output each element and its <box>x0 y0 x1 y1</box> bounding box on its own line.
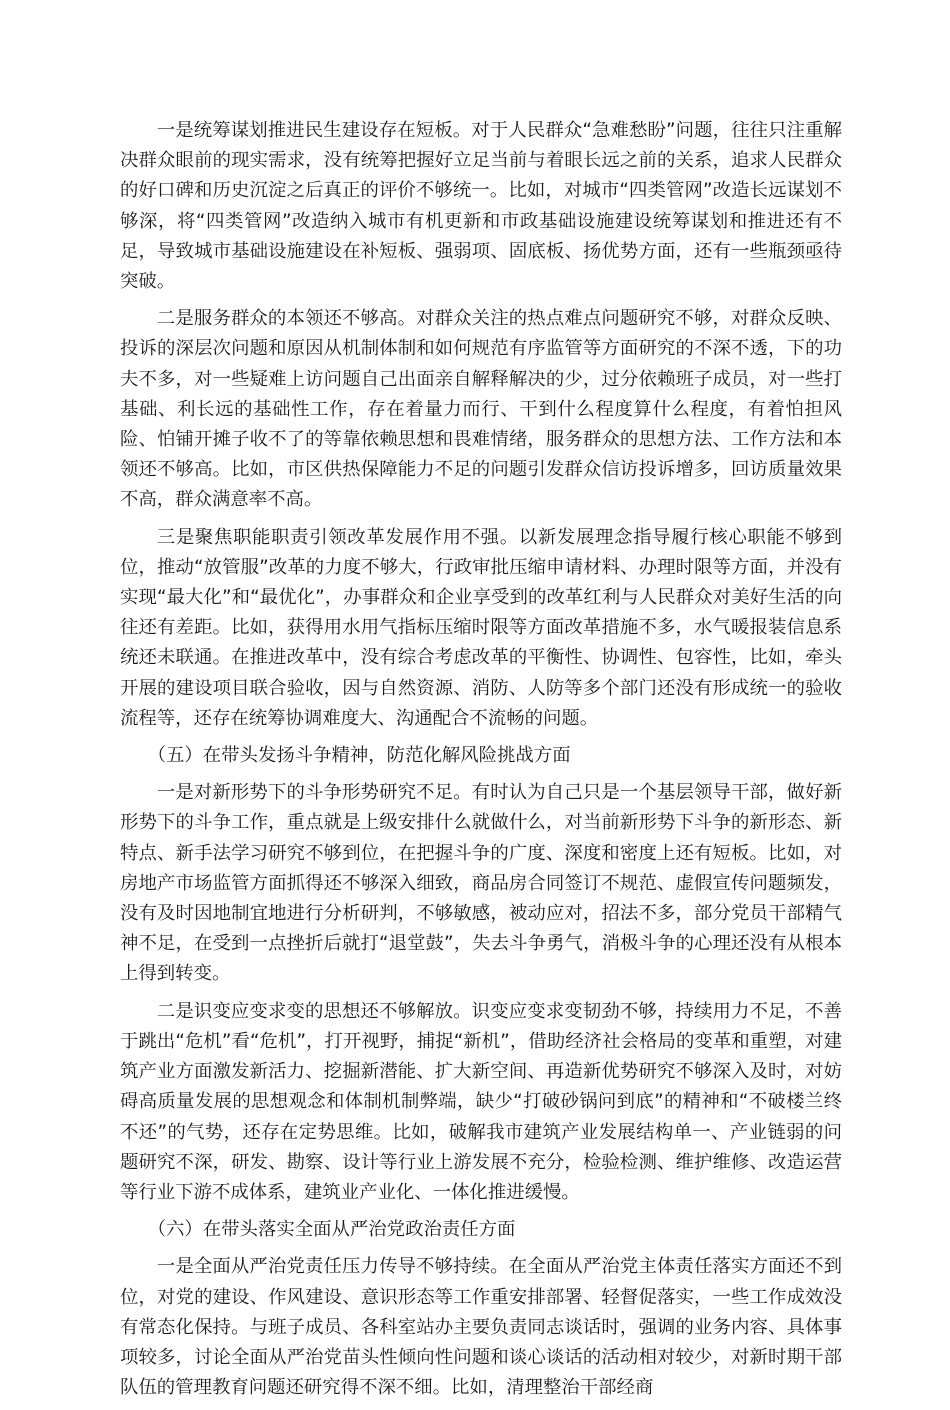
paragraph-serving-masses: 二是服务群众的本领还不够高。对群众关注的热点难点问题研究不够，对群众反映、投诉的深层次问题和原因从机制体制和如何规范有序监管等方面研究的不深不透，下的功夫不多，对一些疑难上访问题自己出面亲自解释解决的少，过分依赖班子成员，对一些打基础、利长远的基础性工作，存在着量力而行、干到什么程度算什么程度，有着怕担风险、怕铺开摊子收不了的等靠依赖思想和畏难情绪，服务群众的思想方法、工作方法和本领还不够高。比如，市区供热保障能力不足的问题引发群众信访投诉增多，回访质量效果不高，群众满意率不高。 <box>120 308 842 511</box>
section-heading-5: （五）在带头发扬斗争精神，防范化解风险挑战方面 <box>147 745 571 767</box>
paragraph-livelihood-planning: 一是统筹谋划推进民生建设存在短板。对于人民群众“急难愁盼”问题，往往只注重解决群众眼前的现实需求，没有统筹把握好立足当前与着眼长远之前的关系，追求人民群众的好口碑和历史沉淀之后真正的评价不够统一。比如，对城市“四类管网”改造长远谋划不够深，将“四类管网”改造纳入城市有机更新和市政基础设施建设统筹谋划和推进还有不足，导致城市基础设施建设在补短板、强弱项、固底板、扬优势方面，还有一些瓶颈亟待突破。 <box>120 120 842 293</box>
document-body <box>120 116 842 1410</box>
section-heading-6: （六）在带头落实全面从严治党政治责任方面 <box>147 1219 516 1241</box>
paragraph-reform-leadership: 三是聚焦职能职责引领改革发展作用不强。以新发展理念指导履行核心职能不够到位，推动“放管服”改革的力度不够大，行政审批压缩申请材料、办理时限等方面，并没有实现“最大化”和“最优化”，办事群众和企业享受到的改革红利与人民群众对美好生活的向往还有差距。比如，获得用水用气指标压缩时限等方面改革措施不多，水气暖报装信息系统还未联通。在推进改革中，没有综合考虑改革的平衡性、协调性、包容性，比如，牵头开展的建设项目联合验收，因与自然资源、消防、人防等多个部门还没有形成统一的验收流程等，还存在统筹协调难度大、沟通配合不流畅的问题。 <box>120 526 842 729</box>
paragraph-struggle-research: 一是对新形势下的斗争形势研究不足。有时认为自己只是一个基层领导干部，做好新形势下的斗争工作，重点就是上级安排什么就做什么，对当前新形势下斗争的新形态、新特点、新手法学习研究不够到位，在把握斗争的广度、深度和密度上还有短板。比如，对房地产市场监管方面抓得还不够深入细致，商品房合同签订不规范、虚假宣传问题频发，没有及时因地制宜地进行分析研判，不够敏感，被动应对，招法不多，部分党员干部精气神不足，在受到一点挫折后就打“退堂鼓”，失去斗争勇气，消极斗争的心理还没有从根本上得到转变。 <box>120 782 842 985</box>
paragraph-adapt-to-change: 二是识变应变求变的思想还不够解放。识变应变求变韧劲不够，持续用力不足，不善于跳出“危机”看“危机”，打开视野，捕捉“新机”，借助经济社会格局的变革和重塑，对建筑产业方面激发新活力、挖掘新潜能、扩大新空间、再造新优势研究不够深入及时，对妨碍高质量发展的思想观念和体制机制弊端，缺少“打破砂锅问到底”的精神和“不破楼兰终不还”的气势，还存在定势思维。比如，破解我市建筑产业发展结构单一、产业链弱的问题研究不深，研发、勘察、设计等行业上游发展不充分，检验检测、维护维修、改造运营等行业下游不成体系，建筑业产业化、一体化推进缓慢。 <box>120 1000 842 1203</box>
paragraph-party-discipline: 一是全面从严治党责任压力传导不够持续。在全面从严治党主体责任落实方面还不到位，对党的建设、作风建设、意识形态等工作重安排部署、轻督促落实，一些工作成效没有常态化保持。与班子成员、各科室站办主要负责同志谈话时，强调的业务内容、具体事项较多，讨论全面从严治党苗头性倾向性问题和谈心谈话的活动相对较少，对新时期干部队伍的管理教育问题还研究得不深不细。比如，清理整治干部经商 <box>120 1256 842 1399</box>
